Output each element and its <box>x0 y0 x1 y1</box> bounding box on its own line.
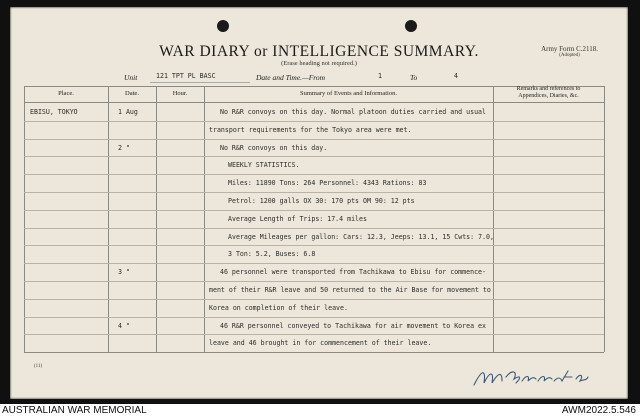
row-rule <box>24 121 604 122</box>
row-rule <box>24 174 604 175</box>
entry-text: 46 personnel were transported from Tachikawa to Ebisu for commence- <box>220 268 486 277</box>
date-label: Date and Time.—From <box>256 73 326 82</box>
page-mark: (11) <box>34 364 43 369</box>
form-number <box>541 45 598 58</box>
punch-hole <box>217 20 229 32</box>
entry-text: Average Mileages per gallon: Cars: 12.3, Jeeps: 13.1, 15 Cwts: 7.0, <box>228 232 494 241</box>
entry-text: Average Length of Trips: 17.4 miles <box>228 214 367 223</box>
row-rule <box>24 192 604 193</box>
column-divider <box>493 86 494 352</box>
entry-text: Korea on completion of their leave. <box>209 303 348 312</box>
entry-text: No R&R convoys on this day. Normal platoon duties carried and usual <box>220 108 486 116</box>
row-rule <box>24 210 604 211</box>
entry-text: Petrol: 1200 galls OX 30: 170 pts OM 90: 12 pts <box>228 197 415 205</box>
column-divider <box>156 86 157 352</box>
remarks-header-line-2: Appendices, Diaries, &c. <box>518 93 579 99</box>
accession-number: AWM2022.5.546 <box>561 405 636 416</box>
row-rule <box>24 139 604 140</box>
row-rule <box>24 245 604 246</box>
table-bottom-border <box>24 352 604 353</box>
row-rule <box>24 281 604 282</box>
form-note: (Adopted) <box>559 53 580 58</box>
column-divider <box>108 86 109 352</box>
row-rule <box>24 334 604 335</box>
archive-caption: AUSTRALIAN WAR MEMORIAL <box>2 405 147 416</box>
entry-date: 4 " <box>118 321 130 330</box>
place-column-header: Place. <box>58 90 74 97</box>
document-subtitle: (Erase heading not required.) <box>281 60 357 67</box>
date-to: 4 <box>454 72 458 80</box>
unit-value: 121 TPT PL BASC <box>156 72 216 80</box>
date-column-header: Date. <box>125 90 139 97</box>
date-from: 1 <box>378 72 382 80</box>
document-title: WAR DIARY or INTELLIGENCE SUMMARY. <box>159 43 479 60</box>
row-rule <box>24 299 604 300</box>
handwritten-signature <box>472 365 592 391</box>
entry-text: Miles: 11890 Tons: 264 Personnel: 4343 Rations: 83 <box>228 179 427 188</box>
table-header-border <box>24 102 604 103</box>
unit-label: Unit <box>124 73 138 82</box>
punch-hole <box>405 20 417 32</box>
entry-text: ment of their R&R leave and 50 returned to the Air Base for movement to <box>209 286 491 294</box>
remarks-column-header <box>493 86 604 100</box>
column-divider <box>204 86 205 352</box>
to-label: To <box>410 73 418 82</box>
row-rule <box>24 156 604 157</box>
entry-text: WEEKLY STATISTICS. <box>228 161 300 170</box>
form-number-text: Army Form C.2118. <box>541 45 598 53</box>
entry-text: No R&R convoys on this day. <box>220 143 328 152</box>
row-rule <box>24 263 604 264</box>
row-rule <box>24 228 604 229</box>
hour-column-header: Hour. <box>172 90 188 97</box>
table-right-border <box>604 86 605 352</box>
entry-text: 46 R&R personnel conveyed to Tachikawa for air movement to Korea ex <box>220 321 486 330</box>
entry-text: leave and 46 brought in for commencement of their leave. <box>209 339 432 348</box>
remarks-header-line-1: Remarks and references to <box>516 86 581 92</box>
entry-text: transport requirements for the Tokyo area were met. <box>209 125 412 134</box>
entry-date: 2 " <box>118 143 130 152</box>
row-rule <box>24 317 604 318</box>
entry-text: 3 Ton: 5.2, Buses: 6.8 <box>228 250 316 259</box>
summary-column-header: Summary of Events and Information. <box>300 90 397 97</box>
table-left-border <box>24 86 25 352</box>
entry-place: EBISU, TOKYO <box>30 108 78 116</box>
entry-date: 1 Aug <box>118 108 138 116</box>
unit-underline <box>150 82 250 83</box>
entry-date: 3 " <box>118 268 130 277</box>
war-diary-sheet <box>10 7 628 399</box>
